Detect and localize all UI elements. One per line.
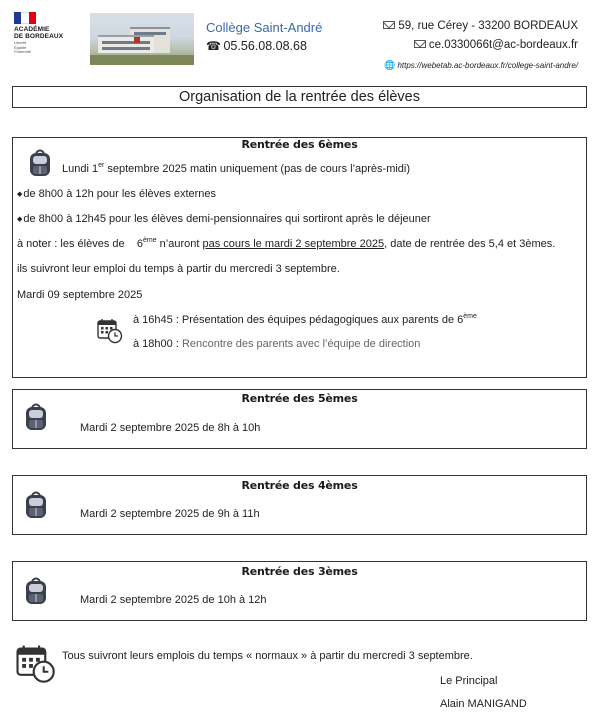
academie-logo bbox=[14, 12, 76, 58]
phone-icon: ☎ bbox=[206, 39, 221, 53]
flag-icon bbox=[14, 12, 36, 24]
envelope-icon bbox=[383, 21, 395, 29]
college-phone bbox=[206, 39, 307, 53]
section-heading: Rentrée des 5èmes bbox=[241, 392, 358, 405]
calendar-clock-icon bbox=[16, 644, 56, 684]
calendar-clock-icon bbox=[97, 318, 123, 344]
diamond-bullet-icon: ◆ bbox=[17, 191, 23, 198]
logo-title-line2: DE BORDEAUX bbox=[14, 33, 64, 40]
email-icon bbox=[414, 40, 426, 48]
email[interactable] bbox=[414, 39, 578, 51]
sixth-note: à noter : les élèves de 6ème n’auront pas cours le mardi 2 septembre 2025, date de rentrée des 5,4 et 3èmes. bbox=[17, 237, 556, 250]
college-name: Collège Saint-André bbox=[206, 20, 323, 35]
sixth-schedule-line: ils suivront leur emploi du temps à partir du mercredi 3 septembre. bbox=[17, 263, 340, 275]
third-schedule: Mardi 2 septembre 2025 de 10h à 12h bbox=[80, 594, 267, 606]
website-text[interactable]: https://webetab.ac-bordeaux.fr/college-saint-andre/ bbox=[397, 61, 578, 70]
globe-icon: 🌐 bbox=[384, 60, 396, 70]
section-heading: Rentrée des 4èmes bbox=[241, 479, 358, 492]
sixth-event-presentation: à 16h45 : Présentation des équipes pédagogiques aux parents de 6ème bbox=[133, 313, 477, 326]
signature-role: Le Principal bbox=[440, 675, 498, 687]
section-fourth-grade bbox=[12, 475, 587, 535]
fifth-schedule: Mardi 2 septembre 2025 de 8h à 10h bbox=[80, 422, 261, 434]
email-text[interactable]: ce.0330066t@ac-bordeaux.fr bbox=[428, 39, 578, 51]
section-heading: Rentrée des 3èmes bbox=[241, 565, 358, 578]
sixth-tuesday: Mardi 09 septembre 2025 bbox=[17, 289, 143, 301]
sixth-event-rencontre: à 18h00 : Rencontre des parents avec l’équipe de direction bbox=[133, 338, 421, 350]
diamond-bullet-icon: ◆ bbox=[17, 216, 23, 223]
college-building-photo bbox=[90, 13, 194, 65]
backpack-icon bbox=[23, 576, 49, 606]
website-link[interactable] bbox=[384, 60, 578, 71]
address bbox=[383, 20, 578, 32]
signature-name: Alain MANIGAND bbox=[440, 698, 527, 710]
backpack-icon bbox=[23, 402, 49, 432]
section-heading: Rentrée des 6èmes bbox=[241, 138, 358, 151]
sixth-day-line: Lundi 1er septembre 2025 matin uniquement (pas de cours l’après-midi) bbox=[62, 162, 411, 175]
fourth-schedule: Mardi 2 septembre 2025 de 9h à 11h bbox=[80, 508, 260, 520]
sixth-bullet-demi-pensionnaires: ◆de 8h00 à 12h45 pour les élèves demi-pensionnaires qui sortiront après le déjeuner bbox=[17, 213, 431, 225]
page-title: Organisation de la rentrée des élèves bbox=[12, 86, 587, 108]
section-sixth-grade bbox=[12, 137, 587, 378]
logo-motto: Liberté Égalité Fraternité bbox=[14, 40, 32, 54]
footer-note: Tous suivront leurs emplois du temps « normaux » à partir du mercredi 3 septembre. bbox=[62, 650, 473, 662]
phone-number: 05.56.08.08.68 bbox=[223, 39, 307, 53]
sixth-bullet-externes: ◆de 8h00 à 12h pour les élèves externes bbox=[17, 188, 217, 200]
logo-title-line1: ACADÉMIE bbox=[14, 26, 50, 33]
section-fifth-grade bbox=[12, 389, 587, 449]
backpack-icon bbox=[27, 148, 53, 178]
backpack-icon bbox=[23, 490, 49, 520]
address-text: 59, rue Cérey - 33200 BORDEAUX bbox=[398, 20, 578, 32]
section-third-grade bbox=[12, 561, 587, 621]
